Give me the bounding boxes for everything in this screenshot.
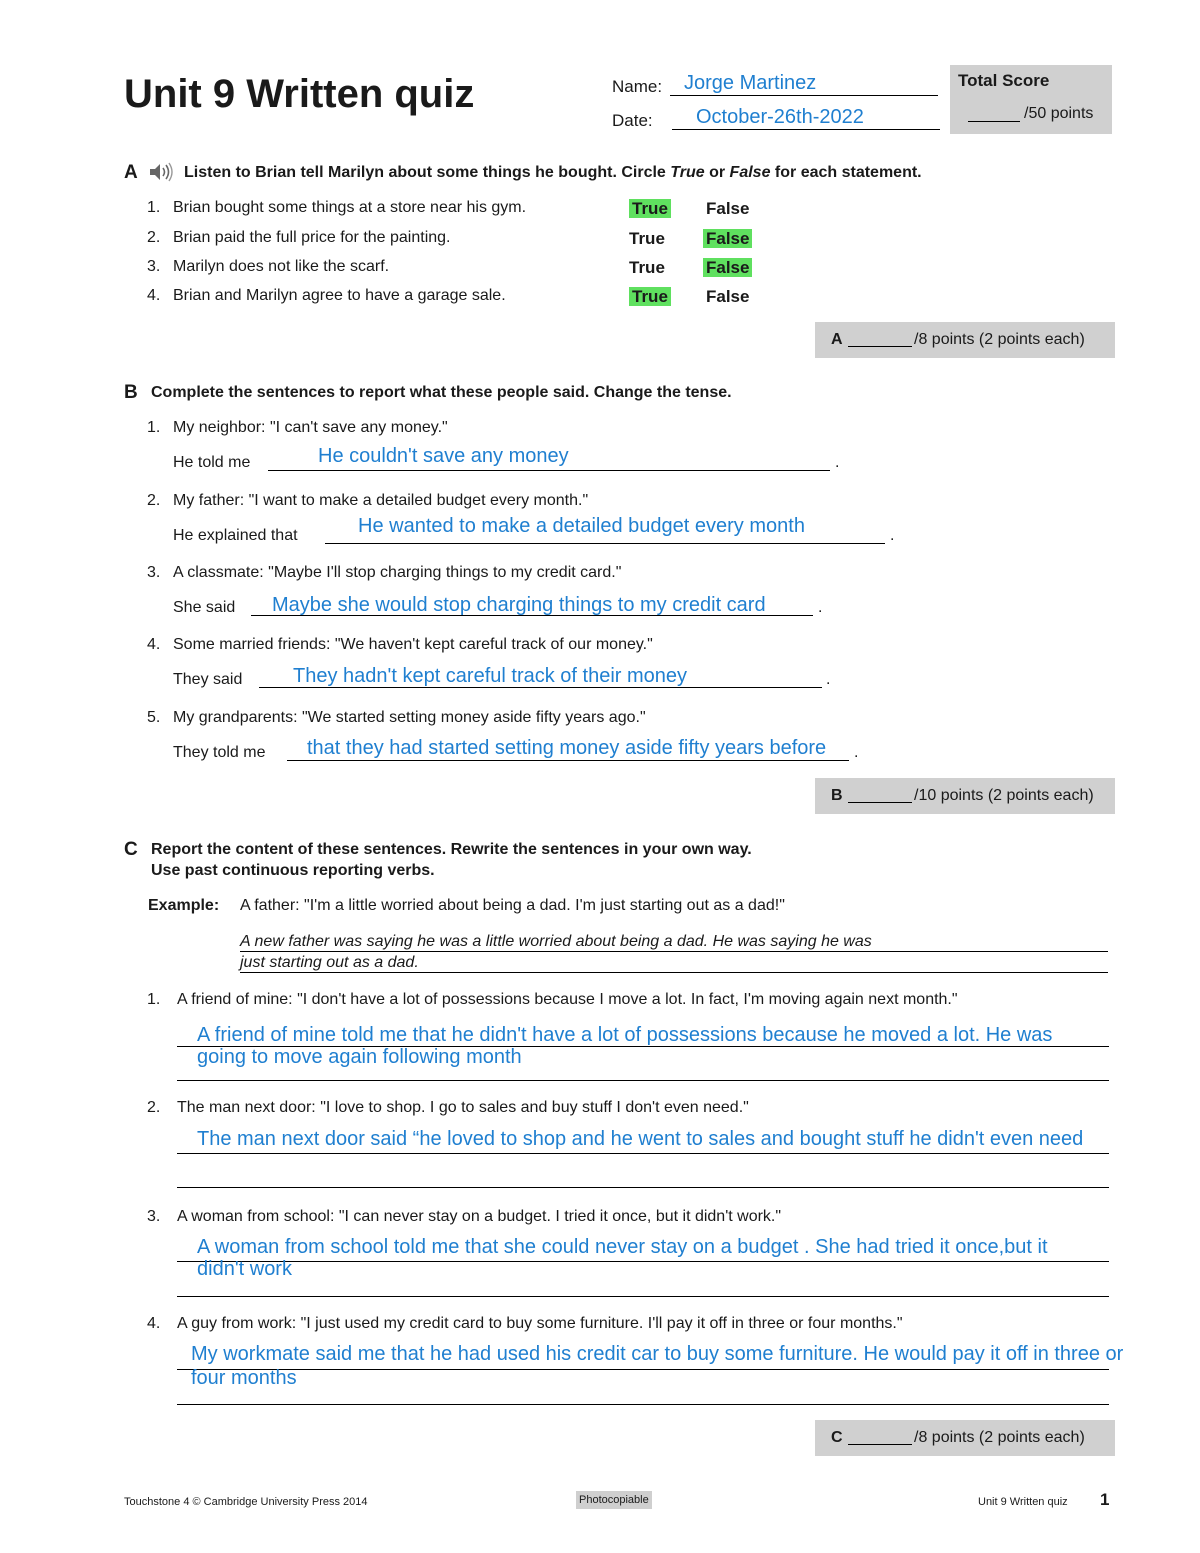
answer-line xyxy=(287,760,849,761)
c-item-quote: A friend of mine: "I don't have a lot of possessions because I move a lot. In fact, I'm moving again next month." xyxy=(177,991,958,1008)
b-item-number: 5. xyxy=(147,709,161,726)
example-quote: A father: "I'm a little worried about being a dad. I'm just starting out as a dad!" xyxy=(240,897,785,914)
photocopiable-badge: Photocopiable xyxy=(576,1491,652,1509)
section-b-letter: B xyxy=(124,382,138,403)
b-item-quote: My neighbor: "I can't save any money." xyxy=(173,419,448,436)
a-item-statement: Brian paid the full price for the painting. xyxy=(173,229,451,246)
example-answer-line1: A new father was saying he was a little worried about being a dad. He was saying he was xyxy=(240,933,872,950)
c-item-quote: A guy from work: "I just used my credit card to buy some furniture. I'll pay it off in three or four months." xyxy=(177,1315,903,1332)
section-b-instruction: Complete the sentences to report what these people said. Change the tense. xyxy=(151,384,732,401)
section-a-letter: A xyxy=(124,162,138,183)
period: . xyxy=(854,744,859,761)
false-option[interactable]: False xyxy=(706,287,750,306)
section-a-score-box xyxy=(815,322,1115,358)
period: . xyxy=(818,599,823,616)
false-option[interactable]: False xyxy=(706,199,750,218)
b-item-number: 2. xyxy=(147,492,161,509)
page-title: Unit 9 Written quiz xyxy=(124,72,475,116)
c-answer-line1[interactable]: A woman from school told me that she could never stay on a budget . She had tried it once,but it xyxy=(197,1236,1048,1258)
answer-line xyxy=(177,1080,1109,1081)
example-line xyxy=(240,972,1108,973)
a-item-number: 4. xyxy=(147,287,161,304)
instruction-or: or xyxy=(704,164,730,181)
date-label: Date: xyxy=(612,111,653,130)
b-item-quote: Some married friends: "We haven't kept careful track of our money." xyxy=(173,636,653,653)
date-line xyxy=(672,129,940,130)
section-b-score-box xyxy=(815,778,1115,814)
footer-unit-label: Unit 9 Written quiz xyxy=(978,1496,1068,1508)
b-answer-field[interactable]: that they had started setting money aside fifty years before xyxy=(307,737,827,759)
answer-line xyxy=(177,1261,1109,1262)
example-answer-line2: just starting out as a dad. xyxy=(240,954,419,971)
b-answer-field[interactable]: He wanted to make a detailed budget every month xyxy=(358,515,805,537)
b-item-number: 4. xyxy=(147,636,161,653)
footer-copyright: Touchstone 4 © Cambridge University Press 2014 xyxy=(124,1496,368,1508)
score-text: /8 points (2 points each) xyxy=(914,1429,1085,1446)
score-blank[interactable] xyxy=(848,346,912,347)
a-item-number: 2. xyxy=(147,229,161,246)
name-label: Name: xyxy=(612,77,663,96)
c-answer-line2[interactable]: didn't work xyxy=(197,1258,292,1280)
b-item-quote: My grandparents: "We started setting money aside fifty years ago." xyxy=(173,709,646,726)
instruction-suffix: for each statement. xyxy=(770,164,922,181)
b-answer-field[interactable]: He couldn't save any money xyxy=(318,445,569,467)
b-item-lead: They said xyxy=(173,671,243,688)
example-line xyxy=(240,951,1108,952)
speaker-icon xyxy=(148,162,174,187)
b-item-lead: She said xyxy=(173,599,236,616)
section-c-instruction-line1: Report the content of these sentences. Rewrite the sentences in your own way. xyxy=(151,841,752,858)
true-option-selected[interactable]: True xyxy=(629,287,671,306)
a-item-number: 1. xyxy=(147,199,161,216)
period: . xyxy=(826,671,831,688)
total-score-label: Total Score xyxy=(958,71,1050,90)
c-item-number: 2. xyxy=(147,1099,161,1116)
score-blank[interactable] xyxy=(848,802,912,803)
total-score-blank[interactable] xyxy=(968,121,1020,122)
b-answer-field[interactable]: They hadn't kept careful track of their money xyxy=(293,665,688,687)
b-item-number: 3. xyxy=(147,564,161,581)
section-c-instruction-line2: Use past continuous reporting verbs. xyxy=(151,862,435,879)
c-item-number: 3. xyxy=(147,1208,161,1225)
score-letter: B xyxy=(831,787,843,804)
period: . xyxy=(890,527,895,544)
c-answer-line1[interactable]: My workmate said me that he had used his credit car to buy some furniture. He would pay it off in three or xyxy=(191,1343,1124,1365)
answer-line xyxy=(177,1296,1109,1297)
b-answer-field[interactable]: Maybe she would stop charging things to my credit card xyxy=(272,594,766,616)
b-item-number: 1. xyxy=(147,419,161,436)
true-option[interactable]: True xyxy=(629,229,665,248)
name-field[interactable]: Jorge Martinez xyxy=(684,72,817,94)
instruction-text: Listen to Brian tell Marilyn about some things he bought. Circle xyxy=(184,164,671,181)
section-c-score-box xyxy=(815,1420,1115,1456)
answer-line xyxy=(177,1369,1109,1370)
false-option-selected[interactable]: False xyxy=(703,229,752,248)
date-field[interactable]: October-26th-2022 xyxy=(696,106,864,128)
a-item-statement: Brian and Marilyn agree to have a garage sale. xyxy=(173,287,506,304)
instruction-true: True xyxy=(670,164,705,181)
score-letter: C xyxy=(831,1429,843,1446)
answer-line xyxy=(177,1187,1109,1188)
c-item-number: 1. xyxy=(147,991,161,1008)
total-score-box xyxy=(950,65,1112,134)
page-number: 1 xyxy=(1100,1490,1110,1509)
score-blank[interactable] xyxy=(848,1444,912,1445)
c-answer-line2[interactable]: four months xyxy=(191,1367,297,1389)
answer-line xyxy=(268,470,830,471)
a-item-number: 3. xyxy=(147,258,161,275)
c-item-number: 4. xyxy=(147,1315,161,1332)
example-label: Example: xyxy=(148,897,220,914)
true-option[interactable]: True xyxy=(629,258,665,277)
c-item-quote: The man next door: "I love to shop. I go to sales and buy stuff I don't even need." xyxy=(177,1099,749,1116)
false-option-selected[interactable]: False xyxy=(703,258,752,277)
period: . xyxy=(835,454,840,471)
instruction-false: False xyxy=(729,164,771,181)
score-letter: A xyxy=(831,331,843,348)
c-answer-line1[interactable]: The man next door said “he loved to shop and he went to sales and bought stuff he didn't even need xyxy=(197,1128,1084,1150)
answer-line xyxy=(177,1404,1109,1405)
answer-line xyxy=(177,1153,1109,1154)
b-item-quote: A classmate: "Maybe I'll stop charging things to my credit card." xyxy=(173,564,622,581)
name-line xyxy=(670,95,938,96)
section-a-instruction xyxy=(184,164,922,182)
c-item-quote: A woman from school: "I can never stay on a budget. I tried it once, but it didn't work." xyxy=(177,1208,782,1225)
answer-line xyxy=(325,543,885,544)
a-item-statement: Brian bought some things at a store near his gym. xyxy=(173,199,527,216)
a-item-statement: Marilyn does not like the scarf. xyxy=(173,258,390,275)
true-option-selected[interactable]: True xyxy=(629,199,671,218)
c-answer-line1[interactable]: A friend of mine told me that he didn't have a lot of possessions because he moved a lot. He was xyxy=(197,1024,1053,1046)
score-text: /8 points (2 points each) xyxy=(914,331,1085,348)
total-score-points: /50 points xyxy=(1024,105,1094,122)
c-answer-line2[interactable]: going to move again following month xyxy=(197,1046,522,1068)
b-item-quote: My father: "I want to make a detailed budget every month." xyxy=(173,492,589,509)
section-c-letter: C xyxy=(124,839,138,860)
b-item-lead: He explained that xyxy=(173,527,298,544)
b-item-lead: They told me xyxy=(173,744,266,761)
score-text: /10 points (2 points each) xyxy=(914,787,1094,804)
b-item-lead: He told me xyxy=(173,454,251,471)
